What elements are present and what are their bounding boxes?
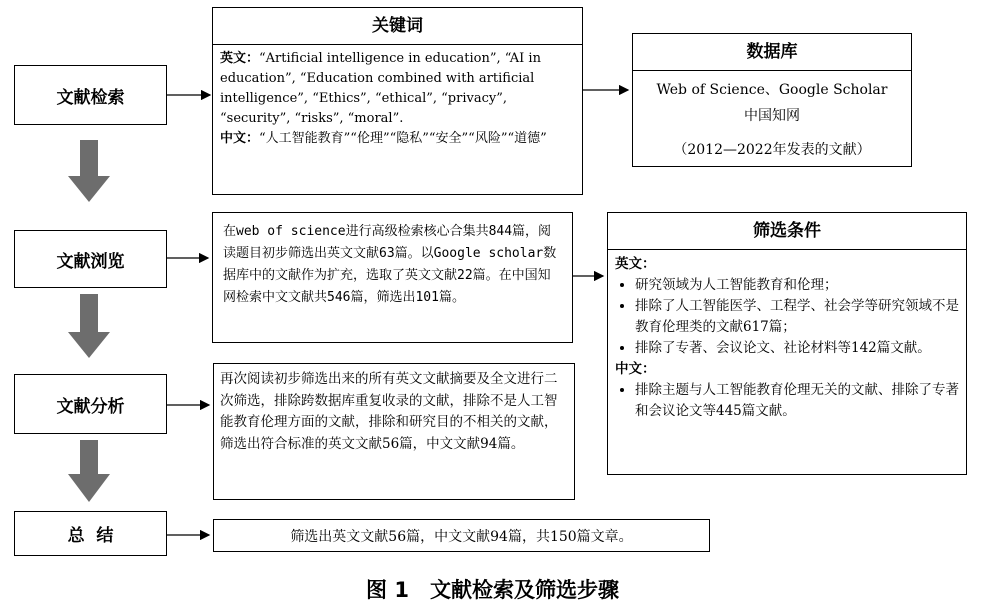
keywords-zh-text: “人工智能教育”“伦理”“隐私”“安全”“风险”“道德”: [259, 131, 547, 146]
step-browse-label: 文献浏览: [56, 251, 125, 272]
step-retrieval-label: 文献检索: [56, 87, 125, 108]
criteria-zh-list: [615, 380, 959, 422]
criteria-en-label: 英文：: [615, 256, 656, 272]
down-arrow-1: [68, 140, 110, 202]
analysis-text: 再次阅读初步筛选出来的所有英文文献摘要及全文进行二次筛选，排除跨数据库重复收录的文献，排除不是人工智能教育伦理方面的文献，排除和研究目的不相关的文献，筛选出符合标准的英文文献56篇，中文文献94篇。: [220, 371, 558, 452]
summary-text: 筛选出英文文献56篇，中文文献94篇，共150篇文章。: [290, 528, 633, 545]
keywords-en-label: 英文：: [220, 51, 260, 66]
step-summary: [14, 511, 167, 556]
step-browse: [14, 230, 167, 288]
summary-text-box: [213, 519, 710, 552]
criteria-box: [607, 212, 967, 475]
criteria-title: 筛选条件: [608, 213, 966, 250]
database-title: 数据库: [633, 34, 911, 71]
step-retrieval: [14, 65, 167, 125]
criteria-en-item: • 排除了人工智能医学、工程学、社会学等研究领域不是教育伦理类的文献617篇；: [635, 296, 959, 338]
criteria-zh-item: • 排除主题与人工智能教育伦理无关的文献、排除了专著和会议论文等445篇文献。: [635, 380, 959, 422]
step-analysis: [14, 374, 167, 434]
criteria-body: [608, 250, 966, 426]
keywords-title: 关键词: [213, 8, 582, 45]
criteria-en-item: • 研究领域为人工智能教育和伦理；: [635, 275, 959, 296]
criteria-zh-label: 中文：: [615, 361, 656, 377]
keywords-en-text: “Artificial intelligence in education”, “AI in education”, “Education combined with artificial intelligence”, “Ethics”, “ethical”, “privacy”, “security”, “risks”, “moral”.: [220, 51, 541, 126]
database-line3: （2012—2022年发表的文献）: [673, 142, 871, 158]
criteria-en-item: • 排除了专著、会议论文、社论材料等142篇文献。: [635, 338, 959, 359]
database-box: [632, 33, 912, 167]
keywords-body: [213, 45, 582, 153]
browse-text: 在web of science进行高级检索核心合集共844篇，阅读题目初步筛选出英文文献63篇。以Google scholar数据库中的文献作为扩充，选取了英文文献22篇。在中国知网检索中文文献共546篇，筛选出101篇。: [223, 224, 557, 305]
database-body: [633, 71, 911, 163]
down-arrow-2: [68, 294, 110, 358]
figure-caption: 图 1 文献检索及筛选步骤: [366, 578, 619, 602]
keywords-zh-label: 中文：: [220, 131, 260, 146]
step-analysis-label: 文献分析: [56, 396, 125, 417]
step-summary-label: 总 结: [67, 526, 114, 546]
down-arrow-3: [68, 440, 110, 502]
database-line1: Web of Science、Google Scholar: [656, 82, 888, 98]
analysis-text-box: [213, 363, 575, 500]
browse-text-box: [212, 212, 573, 343]
database-line2: 中国知网: [744, 108, 800, 124]
keywords-box: [212, 7, 583, 195]
criteria-en-list: [615, 275, 959, 359]
